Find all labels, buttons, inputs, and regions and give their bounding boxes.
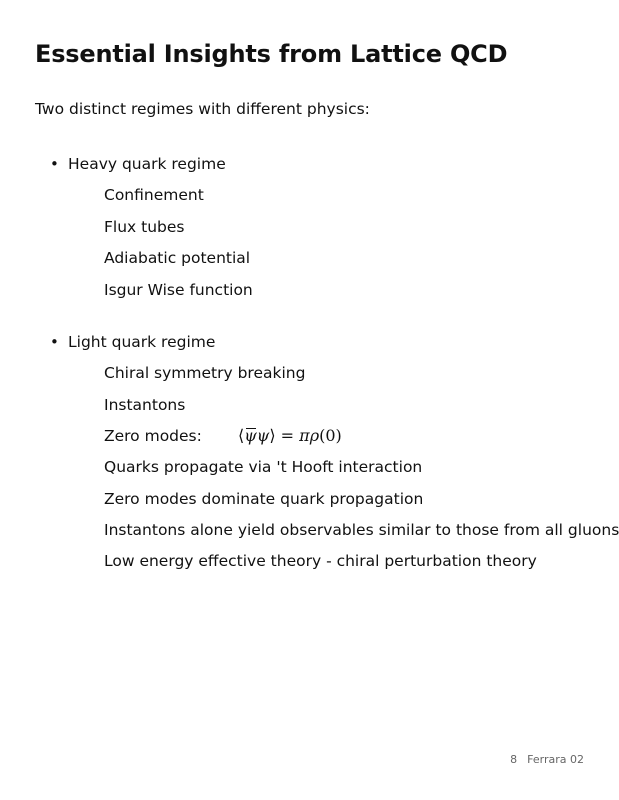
list-item: Zero modes dominate quark propagation	[104, 490, 424, 508]
bullet-dot: •	[50, 155, 59, 173]
intro-text: Two distinct regimes with different physics:	[35, 100, 370, 118]
list-item: Adiabatic potential	[104, 249, 251, 267]
list-item: Instantons alone yield observables similar to those from all gluons	[104, 521, 619, 539]
footer-label: Ferrara 02	[527, 753, 584, 766]
list-item: Chiral symmetry breaking	[104, 364, 306, 382]
list-item: Quarks propagate via 't Hooft interaction	[104, 458, 423, 476]
formula-arg: (0)	[319, 426, 342, 445]
formula-rangle: ⟩	[269, 426, 276, 445]
formula-psi: ψ	[256, 426, 270, 445]
list-item: Low energy effective theory - chiral perturbation theory	[104, 552, 537, 570]
bullet-heavy-quark-regime	[50, 155, 226, 173]
list-item: Instantons	[104, 396, 186, 414]
slide-title: Essential Insights from Lattice QCD	[35, 40, 508, 68]
formula-langle: ⟨	[238, 426, 245, 445]
slide-footer	[510, 753, 584, 766]
formula-pi: π	[299, 426, 310, 445]
formula-equals: =	[275, 426, 300, 445]
list-item: Confinement	[104, 186, 204, 204]
formula-rho: ρ	[309, 426, 320, 445]
zero-mode-formula	[238, 426, 342, 445]
formula-psibar: ψ	[244, 426, 257, 445]
bullet-label: Light quark regime	[68, 333, 216, 351]
bullet-light-quark-regime	[50, 333, 215, 351]
bullet-dot: •	[50, 333, 59, 351]
page-number: 8	[510, 753, 518, 766]
bullet-label: Heavy quark regime	[68, 155, 226, 173]
list-item: Flux tubes	[104, 218, 185, 236]
list-item: Isgur Wise function	[104, 281, 253, 299]
list-item-zero-modes: Zero modes:	[104, 427, 202, 445]
